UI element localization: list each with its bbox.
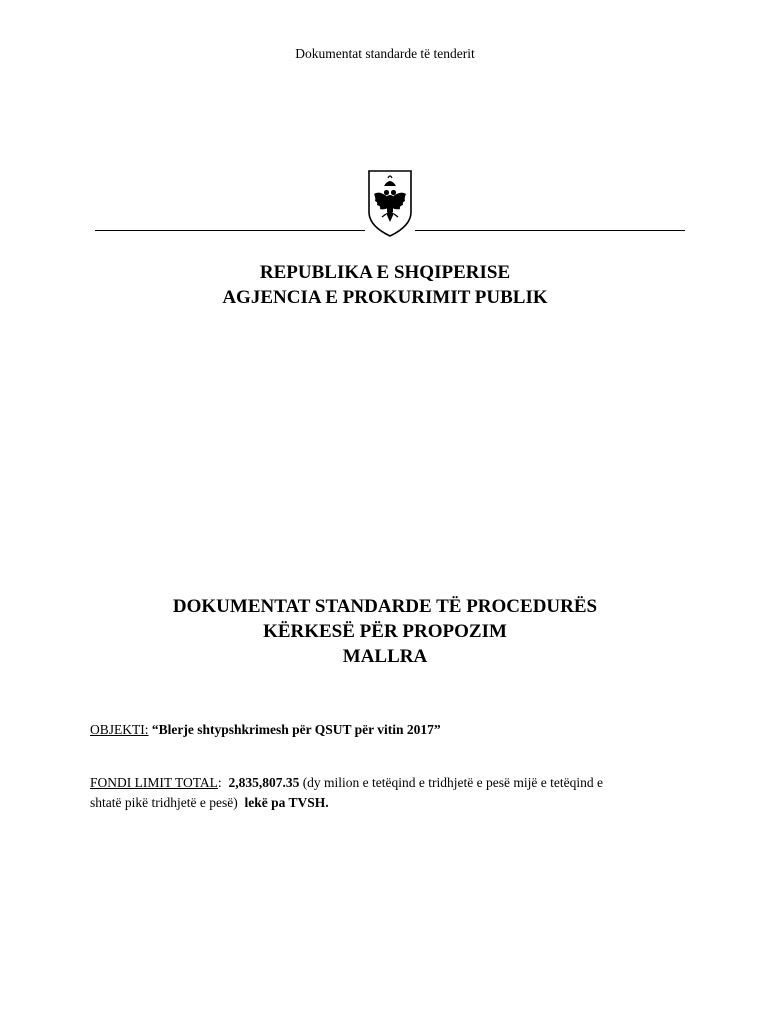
header-rule-left <box>95 230 365 231</box>
albanian-eagle-emblem-icon <box>366 168 414 238</box>
document-title-line-2: KËRKESË PËR PROPOZIM <box>263 621 507 642</box>
objekti-label: OBJEKTI: <box>90 722 149 737</box>
organization-block <box>0 260 770 310</box>
objekti-line <box>90 720 690 740</box>
fondi-colon: : <box>217 775 222 790</box>
header-rule-right <box>415 230 685 231</box>
objekti-value: “Blerje shtypshkrimesh për QSUT për vitin 2017” <box>151 722 441 737</box>
organization-line-2: AGJENCIA E PROKURIMIT PUBLIK <box>222 287 548 308</box>
fondi-line-1 <box>90 773 690 793</box>
fondi-suffix: lekë pa TVSH. <box>244 795 329 810</box>
fondi-amount: 2,835,807.35 <box>228 775 300 790</box>
organization-line-1: REPUBLIKA E SHQIPERISE <box>259 262 511 283</box>
document-title-block <box>0 594 770 669</box>
fondi-line-2 <box>90 793 690 813</box>
emblem-row <box>95 168 685 240</box>
document-title-line-3: MALLRA <box>342 646 428 667</box>
document-title-line-1: DOKUMENTAT STANDARDE TË PROCEDURËS <box>172 596 598 617</box>
fondi-words-line-2: shtatë pikë tridhjetë e pesë) <box>90 795 238 810</box>
fondi-label: FONDI LIMIT TOTAL <box>90 775 218 790</box>
fondi-words-line-1: (dy milion e tetëqind e tridhjetë e pesë mijë e tetëqind e <box>302 775 603 790</box>
running-header: Dokumentat standarde të tenderit <box>295 46 475 61</box>
